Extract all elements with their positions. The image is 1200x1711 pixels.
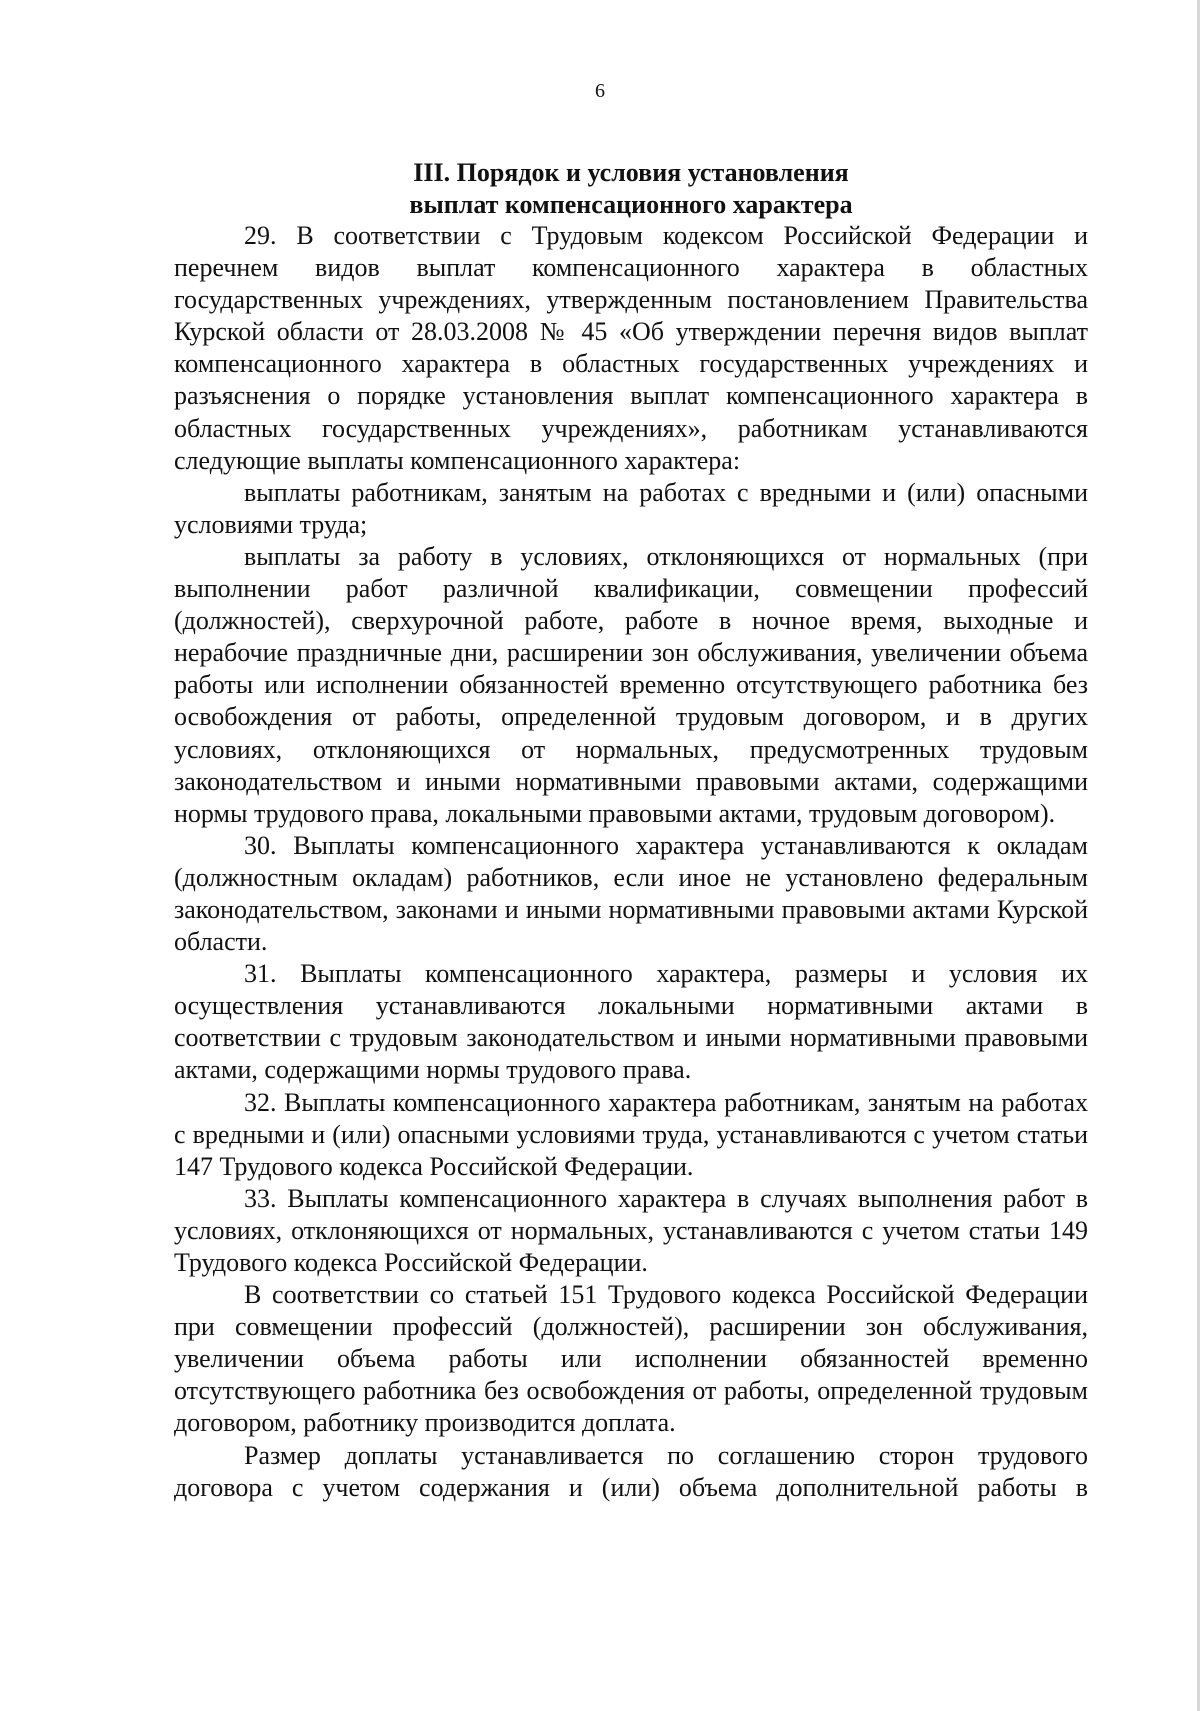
paragraph-29: 29. В соответствии с Трудовым кодексом Российской Федерации и перечнем видов выплат компенсационного характера в областных государственных учреждениях, утвержденным постановлением Правительства Курской области от 28.03.2008 № 45 «Об утверждении перечня видов выплат компенсационного характера в областных государственных учреждениях и разъяснения о порядке установления выплат компенсационного характера в областных государственных учреждениях», работникам устанавливаются следующие выплаты компенсационного характера:	[174, 221, 1088, 475]
paragraph-32: 32. Выплаты компенсационного характера работникам, занятым на работах с вредными и (или) опасными условиями труда, устанавливаются с учетом статьи 147 Трудового кодекса Российской Федерации.	[174, 1087, 1088, 1181]
section-heading-line-2: выплат компенсационного характера	[409, 190, 853, 219]
paragraph-30: 30. Выплаты компенсационного характера устанавливаются к окладам (должностным окладам) работников, если иное не установлено федеральным законодательством, законами и иными нормативными правовыми актами Курской области.	[174, 830, 1088, 957]
section-heading	[174, 157, 1088, 221]
paragraph-deviating-conditions: выплаты за работу в условиях, отклоняющихся от нормальных (при выполнении работ различной квалификации, совмещении профессий (должностей), сверхурочной работе, работе в ночное время, выходные и нерабочие праздничные дни, расширении зон обслуживания, увеличении объема работы или исполнении обязанностей временно отсутствующего работника без освобождения от работы, определенной трудовым договором, и в других условиях, отклоняющихся от нормальных, предусмотренных трудовым законодательством и иными нормативными правовыми актами, содержащими нормы трудового права, локальными правовыми актами, трудовым договором).	[174, 541, 1088, 828]
section-heading-line-1: III. Порядок и условия установления	[413, 158, 849, 187]
paragraph-surcharge-size: Размер доплаты устанавливается по соглашению сторон трудового договора с учетом содержания и (или) объема дополнительной работы в	[174, 1440, 1088, 1502]
paragraph-31: 31. Выплаты компенсационного характера, размеры и условия их осуществления устанавливаются локальными нормативными актами в соответствии с трудовым законодательством и иными нормативными правовыми актами, содержащими нормы трудового права.	[174, 959, 1088, 1085]
document-body	[174, 220, 1088, 1504]
paragraph-article-151: В соответствии со статьей 151 Трудового кодекса Российской Федерации при совмещении профессий (должностей), расширении зон обслуживания, увеличении объема работы или исполнении обязанностей временно отсутствующего работника без освобождения от работы, определенной трудовым договором, работнику производится доплата.	[174, 1280, 1088, 1438]
paragraph-harmful-conditions: выплаты работникам, занятым на работах с вредными и (или) опасными условиями труда;	[174, 477, 1088, 539]
paragraph-33: 33. Выплаты компенсационного характера в случаях выполнения работ в условиях, отклоняющихся от нормальных, устанавливаются с учетом статьи 149 Трудового кодекса Российской Федерации.	[174, 1183, 1088, 1277]
page-number: 6	[595, 80, 605, 102]
